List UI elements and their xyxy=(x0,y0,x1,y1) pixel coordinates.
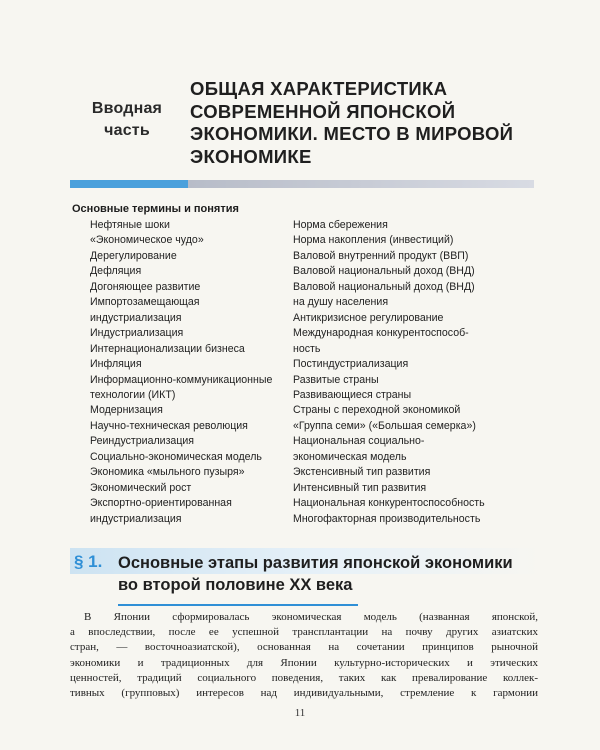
term-item: Национальная социально- xyxy=(293,435,425,448)
term-item: Экономический рост xyxy=(90,481,192,494)
term-item: индустриализация xyxy=(90,512,182,525)
body-line: стран, — восточноазиатской), основанная на сочетании принципов рыночной xyxy=(70,641,538,654)
terms-heading: Основные термины и понятия xyxy=(72,203,239,215)
term-item: Дефляция xyxy=(90,265,142,278)
body-line: экономики и традиционных для Японии культурно-исторических и этических xyxy=(70,656,538,669)
body-line: ценностей, традиций социального поведения, таких как превалирование коллек- xyxy=(70,671,538,684)
term-item: Реиндустриализация xyxy=(90,435,195,448)
term-item: Импортозамещающая xyxy=(90,296,200,309)
term-item: Экономика «мыльного пузыря» xyxy=(90,466,245,479)
term-item: Дерегулирование xyxy=(90,249,177,262)
term-item: «Экономическое чудо» xyxy=(90,234,204,247)
term-item: Страны с переходной экономикой xyxy=(293,404,461,417)
term-item: Социально-экономическая модель xyxy=(90,450,262,463)
term-item: Интенсивный тип развития xyxy=(293,481,427,494)
title-rule-accent xyxy=(70,180,188,188)
chapter-title xyxy=(190,78,520,168)
chapter-title-line: ЭКОНОМИКИ. МЕСТО В МИРОВОЙ xyxy=(190,123,514,144)
term-item: Национальная конкурентоспособность xyxy=(293,497,485,510)
term-item: ность xyxy=(293,342,321,355)
term-item: Валовой внутренний продукт (ВВП) xyxy=(293,249,469,262)
term-item: на душу населения xyxy=(293,296,389,309)
term-item: Догоняющее развитие xyxy=(90,280,201,293)
term-item: Научно-техническая революция xyxy=(90,419,248,432)
term-item: экономическая модель xyxy=(293,450,407,463)
chapter-title-line: СОВРЕМЕННОЙ ЯПОНСКОЙ xyxy=(190,100,456,122)
term-item: Экстенсивный тип развития xyxy=(293,466,431,479)
term-item: «Группа семи» («Большая семерка») xyxy=(293,419,476,432)
body-paragraph xyxy=(70,610,538,701)
terms-list-left xyxy=(90,218,290,527)
term-item: Интернационализации бизнеса xyxy=(90,342,245,355)
term-item: Международная конкурентоспособ- xyxy=(293,327,469,340)
term-item: Развитые страны xyxy=(293,373,379,386)
chapter-title-line: ОБЩАЯ ХАРАКТЕРИСТИКА xyxy=(190,78,448,99)
part-label-line: Вводная xyxy=(91,100,163,117)
part-label-line: часть xyxy=(104,122,150,139)
term-item: Экспортно-ориентированная xyxy=(90,497,232,510)
section-number: § 1. xyxy=(74,552,103,571)
part-label xyxy=(72,98,182,142)
term-item: технологии (ИКТ) xyxy=(90,388,176,401)
term-item: Инфляция xyxy=(90,358,142,371)
term-item: Информационно-коммуникационные xyxy=(90,373,273,386)
term-item: Развивающиеся страны xyxy=(293,388,412,401)
term-item: Нефтяные шоки xyxy=(90,219,170,231)
terms-list-right xyxy=(293,218,533,527)
section-underline xyxy=(118,604,358,606)
term-item: Антикризисное регулирование xyxy=(293,311,444,324)
body-line: а впоследствии, после ее успешной трансплантации на почву других азиатских xyxy=(70,626,538,639)
chapter-title-line: ЭКОНОМИКЕ xyxy=(190,145,312,167)
term-item: Постиндустриализация xyxy=(293,358,409,371)
section-title-line: Основные этапы развития японской экономики xyxy=(118,554,513,572)
term-item: Многофакторная производительность xyxy=(293,512,481,525)
body-line: тивных (групповых) интересов над индивидуальными, стремление к гармонии xyxy=(70,687,538,700)
title-rule-gray xyxy=(188,180,534,188)
section-header xyxy=(60,548,540,606)
term-item: Валовой национальный доход (ВНД) xyxy=(293,265,475,278)
term-item: Валовой национальный доход (ВНД) xyxy=(293,280,475,293)
term-item: Модернизация xyxy=(90,404,163,417)
term-item: индустриализация xyxy=(90,311,182,324)
section-title-line: во второй половине XX века xyxy=(118,576,353,594)
term-item: Норма накопления (инвестиций) xyxy=(293,234,454,247)
term-item: Индустриализация xyxy=(90,327,184,340)
term-item: Норма сбережения xyxy=(293,219,388,231)
section-title xyxy=(118,552,538,596)
body-line: В Японии сформировалась экономическая модель (названная японской, xyxy=(84,611,538,623)
page-number: 11 xyxy=(294,707,306,719)
